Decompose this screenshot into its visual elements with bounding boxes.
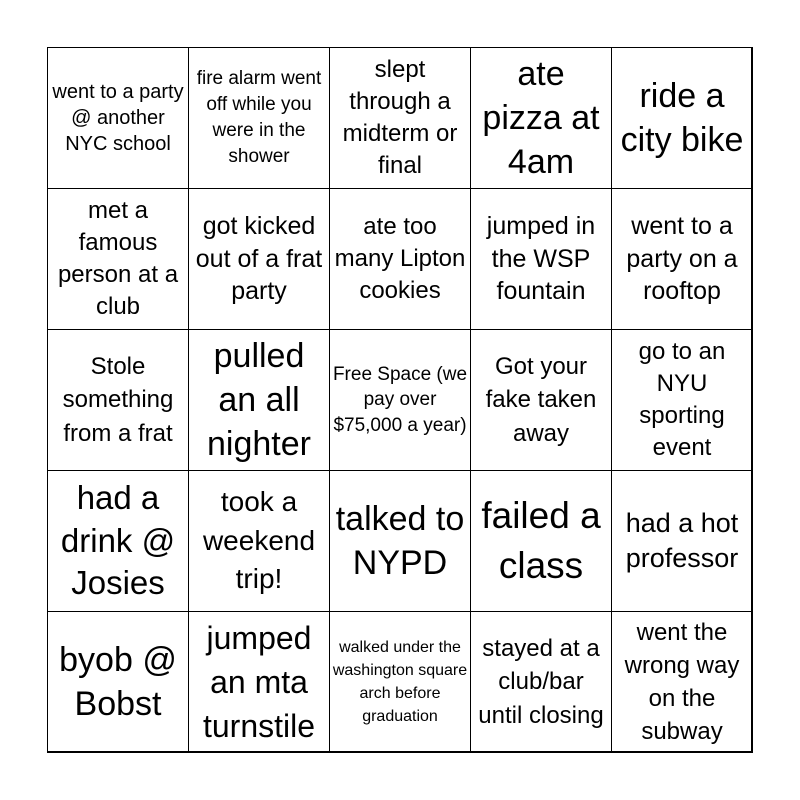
bingo-cell[interactable]: ate too many Lipton cookies	[329, 188, 471, 330]
bingo-cell[interactable]: took a weekend trip!	[188, 470, 330, 612]
free-space-cell[interactable]: Free Space (we pay over $75,000 a year)	[329, 329, 471, 471]
bingo-board	[47, 47, 752, 752]
bingo-cell[interactable]: got kicked out of a frat party	[188, 188, 330, 330]
bingo-cell[interactable]: stayed at a club/bar until closing	[470, 611, 612, 753]
bingo-cell[interactable]: had a hot professor	[611, 470, 753, 612]
bingo-cell[interactable]: walked under the washington square arch before graduation	[329, 611, 471, 753]
bingo-cell[interactable]: jumped an mta turnstile	[188, 611, 330, 753]
bingo-cell[interactable]: ride a city bike	[611, 47, 753, 189]
bingo-cell[interactable]: jumped in the WSP fountain	[470, 188, 612, 330]
bingo-cell[interactable]: pulled an all nighter	[188, 329, 330, 471]
bingo-cell[interactable]: byob @ Bobst	[47, 611, 189, 753]
bingo-cell[interactable]: go to an NYU sporting event	[611, 329, 753, 471]
bingo-cell[interactable]: went the wrong way on the subway	[611, 611, 753, 753]
bingo-cell[interactable]: met a famous person at a club	[47, 188, 189, 330]
bingo-cell[interactable]: slept through a midterm or final	[329, 47, 471, 189]
bingo-cell[interactable]: Stole something from a frat	[47, 329, 189, 471]
bingo-cell[interactable]: fire alarm went off while you were in the shower	[188, 47, 330, 189]
bingo-cell[interactable]: went to a party @ another NYC school	[47, 47, 189, 189]
bingo-cell[interactable]: failed a class	[470, 470, 612, 612]
bingo-cell[interactable]: Got your fake taken away	[470, 329, 612, 471]
bingo-cell[interactable]: had a drink @ Josies	[47, 470, 189, 612]
bingo-cell[interactable]: went to a party on a rooftop	[611, 188, 753, 330]
bingo-cell[interactable]: ate pizza at 4am	[470, 47, 612, 189]
bingo-cell[interactable]: talked to NYPD	[329, 470, 471, 612]
